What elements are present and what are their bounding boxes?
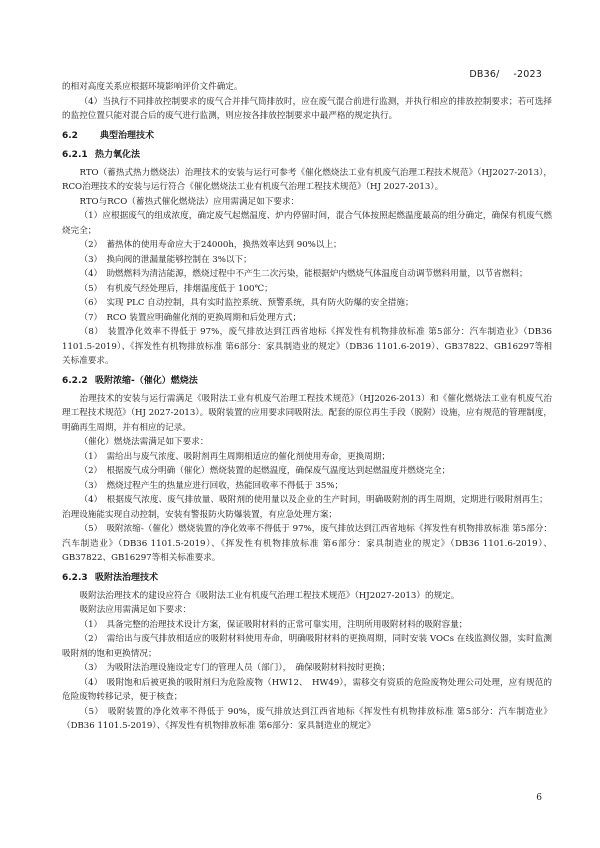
paragraph: 吸附法应用需满足如下要求： bbox=[79, 605, 192, 615]
paragraph: 的相对高度关系应根据环境影响评价文件确定。 bbox=[62, 82, 243, 92]
section-title: 吸附浓缩-（催化）燃烧法 bbox=[95, 375, 198, 386]
section-title: 吸附法治理技术 bbox=[95, 572, 159, 583]
section-number: 6.2.3 bbox=[62, 572, 88, 583]
list-item: （6） 实现 PLC 自动控制，具有实时监控系统、预警系统，具有防火防爆的安全措施； bbox=[79, 298, 414, 308]
list-item: （1） 需给出与废气浓度、吸附剂再生周期相适应的催化剂使用寿命，更换周期； bbox=[79, 451, 391, 462]
paragraph: （4）当执行不同排放控制要求的废气合并排气筒排放时，应在废气混合前进行监测，并执行相应的排放控制要求；若可选择的监控位置只能对混合后的废气进行监测，则应按各排放控制要求中最严格的规定执行。 bbox=[62, 96, 552, 121]
section-title: 典型治理技术 bbox=[100, 130, 155, 141]
list-item: （3） 换向阀的泄漏量能够控制在 3%以下； bbox=[79, 254, 252, 265]
list-item: （5） 有机废气经处理后，排烟温度低于 100℃； bbox=[79, 283, 273, 294]
list-item: （5） 吸附浓缩-（催化）燃烧装置的净化效率不得低于 97%，废气排放达到江西省地标《挥发性有机物排放标准 第5部分：汽车制造业》（DB36 1101.5-2019）、《挥发性有机物排放标准 第6部分：家具制造业的规定》（DB36 1101.6-2019）、GB37822、GB16297等相关标准要求。 bbox=[62, 524, 552, 563]
section-number: 6.2.1 bbox=[62, 149, 88, 160]
section-heading-6-2-2 bbox=[62, 374, 552, 388]
list-item: （1）应根据废气的组成浓度，确定废气起燃温度、炉内停留时间，混合气体按照起燃温度最高的组分确定，确保有机废气燃烧完全； bbox=[62, 211, 552, 236]
section-heading-6-2-1 bbox=[62, 148, 552, 162]
paragraph: （催化）燃烧法需满足如下要求： bbox=[79, 437, 209, 447]
list-item: （5） 吸附装置的净化效率不得低于 90%，废气排放达到江西省地标《挥发性有机物排放标准 第5部分：汽车制造业》（DB36 1101.5-2019）、《挥发性有机物排放标准 第6部分：家具制造业的规定》 bbox=[62, 706, 552, 731]
list-item: （4） 吸附饱和后被更换的吸附剂归为危险废物（HW12、 HW49），需移交有资质的危险废物处理公司处理，应有规范的危险废物转移记录，便于核查； bbox=[62, 677, 552, 702]
paragraph: RTO（蓄热式热力燃烧法）治理技术的安装与运行可参考《催化燃烧法工业有机废气治理工程技术规范》（HJ2027-2013），RCO治理技术的安装与运行符合《催化燃烧法工业有机废气治理工程技术规范》（HJ 2027-2013）。 bbox=[62, 167, 552, 192]
paragraph: 吸附法治理技术的建设应符合《吸附法工业有机废气治理工程技术规范》（HJ2027-2013）的规定。 bbox=[79, 590, 460, 601]
page-number: 6 bbox=[536, 793, 542, 803]
document-code-header: DB36/ -2023 bbox=[469, 69, 542, 80]
list-item: （3） 为吸附法治理设施设定专门的管理人员（部门）， 确保吸附材料按时更换； bbox=[79, 663, 391, 673]
list-item: （1） 具备完整的治理技术设计方案，保证吸附材料的正常可靠实用，注明所用吸附材料的吸附容量； bbox=[79, 619, 468, 630]
section-number: 6.2.2 bbox=[62, 375, 88, 386]
section-title: 热力氧化法 bbox=[95, 149, 141, 160]
list-item: （2） 根据废气成分明确（催化）燃烧装置的起燃温度，确保废气温度达到起燃温度并燃烧完全； bbox=[79, 466, 451, 476]
list-item: （4） 助燃燃料为清洁能源，燃烧过程中不产生二次污染，能根据炉内燃烧气体温度自动调节燃料用量，以节省燃料； bbox=[79, 269, 528, 279]
section-heading-6-2 bbox=[62, 129, 552, 143]
list-item: （2） 需给出与废气排放相适应的吸附材料使用寿命，明确吸附材料的更换周期，同时安装 VOCs 在线监测仪器，实时监测吸附剂的饱和更换情况； bbox=[62, 634, 552, 659]
paragraph: 治理技术的安装与运行需满足《吸附法工业有机废气治理工程技术规范》（HJ2026-2013）和《催化燃烧法工业有机废气治理工程技术规范》（HJ 2027-2013）。吸附装置的应用要求同吸附法。配套的原位再生手段（脱附）设施，应有规范的管理制度，明确再生周期，并有相应的记录。 bbox=[62, 393, 552, 433]
section-number: 6.2 bbox=[62, 130, 78, 141]
section-heading-6-2-3 bbox=[62, 571, 552, 585]
paragraph: RTO与RCO（蓄热式催化燃烧法）应用需满足如下要求： bbox=[79, 196, 300, 207]
list-item: （3） 燃烧过程产生的热量应进行回收，热能回收率不得低于 35%； bbox=[79, 480, 344, 491]
page-body bbox=[62, 80, 552, 734]
list-item: （4） 根据废气浓度、废气排放量、吸附剂的使用量以及企业的生产时间，明确吸附剂的再生周期，定期进行吸附剂再生； 治理设施能实现自动控制，安装有警报防火防爆装置，有应急处理方案； bbox=[62, 495, 552, 520]
list-item: （8） 装置净化效率不得低于 97%，废气排放达到江西省地标《挥发性有机物排放标准 第5部分：汽车制造业》（DB36 1101.5-2019）、《挥发性有机物排放标准 第6部分：家具制造业的规定》（DB36 1101.6-2019）、GB37822、GB16297等相关标准要求。 bbox=[62, 327, 552, 366]
list-item: （2） 蓄热体的使用寿命应大于24000h，换热效率达到 90%以上； bbox=[79, 240, 342, 250]
list-item: （7） RCO 装置应明确催化剂的更换周期和后处理方式； bbox=[79, 312, 302, 323]
